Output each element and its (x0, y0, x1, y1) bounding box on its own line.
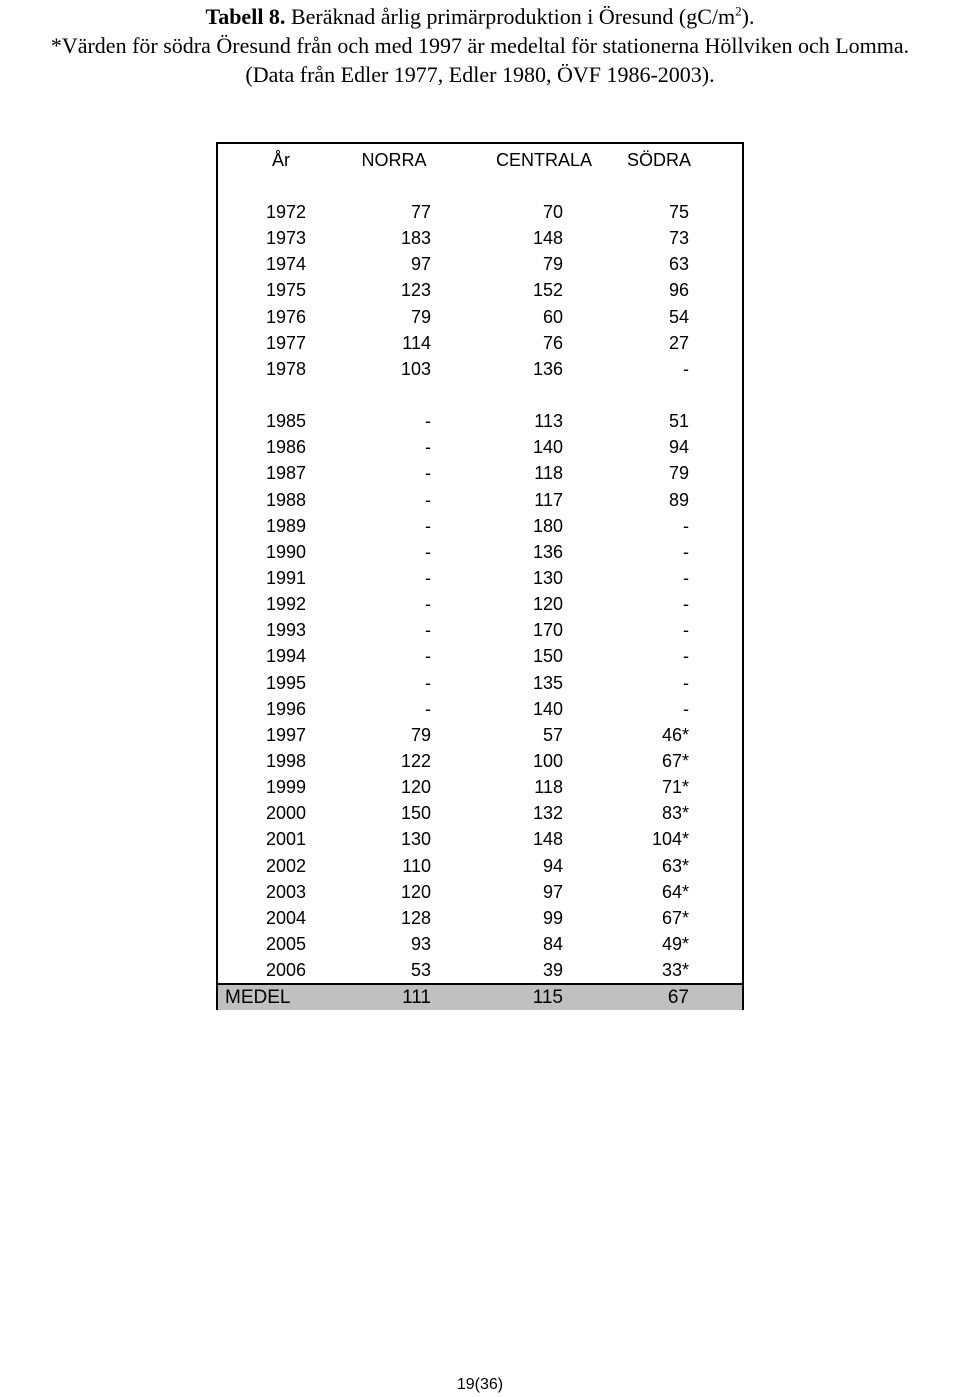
table-row (218, 277, 742, 303)
cell-norra: - (425, 411, 431, 432)
cell-norra: 79 (410, 306, 431, 327)
cell-year: 1998 (265, 751, 306, 771)
cell-year: 2002 (265, 855, 306, 876)
cell-centrala: 94 (542, 855, 563, 876)
header-norra: NORRA (361, 150, 427, 170)
cell-year: 1976 (265, 306, 306, 327)
table-title-end: ). (741, 4, 755, 29)
cell-centrala: 148 (532, 829, 563, 850)
data-table (216, 142, 744, 1010)
table-row (218, 643, 742, 669)
table-row (218, 931, 742, 957)
cell-year: 1978 (265, 358, 306, 379)
cell-sodra: 104* (651, 829, 689, 850)
table-row (218, 330, 742, 356)
table-row (218, 617, 742, 643)
cell-norra: 93 (410, 934, 431, 955)
cell-sodra: - (683, 567, 689, 588)
cell-year: 1994 (265, 646, 306, 667)
cell-sodra: 64* (661, 881, 689, 902)
cell-centrala: 152 (532, 280, 563, 301)
cell-year: 2000 (265, 803, 306, 824)
cell-norra: - (425, 463, 431, 484)
cell-centrala: 140 (532, 437, 563, 458)
cell-norra: 122 (400, 751, 431, 771)
cell-norra: 123 (400, 280, 431, 301)
cell-norra: 150 (400, 803, 431, 824)
cell-norra: - (425, 489, 431, 510)
cell-sodra: 33* (661, 960, 689, 981)
table-row (218, 513, 742, 539)
cell-year: 1973 (265, 228, 306, 249)
cell-sodra: 49* (661, 934, 689, 955)
table-row (218, 434, 742, 460)
cell-year: 1986 (265, 437, 306, 458)
medel-norra: 111 (402, 987, 431, 1008)
cell-centrala: 118 (534, 463, 563, 484)
cell-norra: - (425, 541, 431, 562)
cell-centrala: 136 (532, 358, 563, 379)
cell-norra: 77 (410, 202, 431, 222)
cell-centrala: 136 (532, 541, 563, 562)
cell-centrala: 113 (534, 411, 563, 432)
cell-centrala: 60 (542, 306, 563, 327)
cell-norra: - (425, 672, 431, 693)
cell-norra: 97 (410, 254, 431, 275)
cell-year: 1990 (265, 541, 306, 562)
cell-norra: 114 (402, 332, 431, 353)
cell-centrala: 135 (532, 672, 563, 693)
cell-year: 1988 (265, 489, 306, 510)
cell-sodra: - (683, 620, 689, 641)
cell-sodra: 67* (661, 751, 689, 771)
table-row (218, 225, 742, 251)
cell-sodra: 94 (668, 437, 689, 458)
cell-year: 2003 (265, 881, 306, 902)
cell-sodra: 79 (668, 463, 689, 484)
table-row (218, 774, 742, 800)
cell-sodra: - (683, 358, 689, 379)
cell-centrala: 118 (534, 777, 563, 798)
cell-year: 2006 (265, 960, 306, 981)
cell-year: 2004 (265, 907, 306, 928)
cell-sodra: 71* (661, 777, 689, 798)
cell-norra: 130 (400, 829, 431, 850)
table-row (218, 304, 742, 330)
cell-centrala: 148 (532, 228, 563, 249)
table-row (218, 670, 742, 696)
medel-sodra: 67 (667, 987, 689, 1008)
medel-label: MEDEL (225, 987, 291, 1008)
cell-norra: - (425, 698, 431, 719)
header-year: År (272, 150, 290, 170)
table-row (218, 748, 742, 774)
table-row (218, 591, 742, 617)
table-caption-line-3: (Data från Edler 1977, Edler 1980, ÖVF 1986-2003). (245, 62, 715, 87)
cell-centrala: 39 (542, 960, 563, 981)
table-row (218, 460, 742, 486)
cell-norra: 120 (400, 881, 431, 902)
cell-norra: - (425, 646, 431, 667)
cell-sodra: 89 (668, 489, 689, 510)
cell-norra: 110 (402, 855, 431, 876)
table-row (218, 487, 742, 513)
cell-sodra: - (683, 594, 689, 615)
cell-year: 2005 (265, 934, 306, 955)
table-row (218, 905, 742, 931)
table-row (218, 722, 742, 748)
cell-centrala: 99 (542, 907, 563, 928)
cell-sodra: 63* (661, 855, 689, 876)
table-caption-line-2: *Värden för södra Öresund från och med 1997 är medeltal för stationerna Höllviken och Lomma. (50, 33, 910, 58)
cell-norra: - (425, 567, 431, 588)
cell-norra: - (425, 437, 431, 458)
cell-sodra: 96 (668, 280, 689, 301)
cell-sodra: 67* (661, 907, 689, 928)
cell-sodra: 51 (668, 411, 689, 432)
cell-year: 1974 (265, 254, 306, 275)
header-centrala: CENTRALA (495, 150, 593, 170)
cell-sodra: 83* (661, 803, 689, 824)
table-row (218, 539, 742, 565)
page-number: 19(36) (456, 1376, 504, 1393)
cell-sodra: 73 (668, 228, 689, 249)
cell-year: 1975 (265, 280, 306, 301)
cell-norra: 53 (410, 960, 431, 981)
cell-centrala: 100 (532, 751, 563, 771)
cell-norra: - (425, 620, 431, 641)
cell-norra: 103 (400, 358, 431, 379)
table-row (218, 408, 742, 434)
cell-year: 1993 (265, 620, 306, 641)
table-header-row (218, 147, 742, 173)
cell-centrala: 120 (532, 594, 563, 615)
cell-year: 1995 (265, 672, 306, 693)
table-row (218, 696, 742, 722)
cell-centrala: 117 (534, 489, 563, 510)
table-row (218, 251, 742, 277)
cell-year: 1992 (265, 594, 306, 615)
cell-sodra: 27 (668, 332, 689, 353)
cell-norra: 79 (410, 724, 431, 745)
cell-sodra: - (683, 646, 689, 667)
table-row (218, 957, 742, 983)
cell-year: 1991 (265, 567, 306, 588)
table-caption-line-1 (0, 4, 960, 30)
cell-sodra: - (683, 515, 689, 536)
cell-centrala: 140 (532, 698, 563, 719)
table-row (218, 565, 742, 591)
cell-centrala: 57 (542, 724, 563, 745)
table-row (218, 879, 742, 905)
cell-sodra: 63 (668, 254, 689, 275)
cell-centrala: 79 (542, 254, 563, 275)
cell-norra: 120 (400, 777, 431, 798)
medel-row (218, 983, 742, 1010)
cell-centrala: 76 (542, 332, 563, 353)
table-row (218, 356, 742, 382)
medel-centrala: 115 (532, 987, 563, 1008)
cell-centrala: 150 (532, 646, 563, 667)
unit-exponent: 2 (735, 3, 742, 19)
cell-year: 1985 (265, 411, 306, 432)
table-row (218, 800, 742, 826)
cell-sodra: - (683, 672, 689, 693)
cell-norra: - (425, 594, 431, 615)
cell-year: 1989 (265, 515, 306, 536)
cell-year: 2001 (265, 829, 306, 850)
cell-sodra: 46* (661, 724, 689, 745)
cell-year: 1997 (265, 724, 306, 745)
table-row (218, 199, 742, 225)
table-label: Tabell 8. (205, 4, 286, 29)
cell-centrala: 132 (532, 803, 563, 824)
table-row (218, 853, 742, 879)
cell-norra: - (425, 515, 431, 536)
cell-year: 1999 (265, 777, 306, 798)
table-row (218, 826, 742, 852)
cell-sodra: - (683, 541, 689, 562)
cell-year: 1996 (265, 698, 306, 719)
cell-norra: 183 (400, 228, 431, 249)
cell-norra: 128 (400, 907, 431, 928)
cell-sodra: 75 (668, 202, 689, 222)
cell-centrala: 84 (542, 934, 563, 955)
cell-centrala: 130 (532, 567, 563, 588)
cell-centrala: 180 (532, 515, 563, 536)
cell-centrala: 170 (532, 620, 563, 641)
cell-sodra: - (683, 698, 689, 719)
cell-year: 1972 (265, 202, 306, 222)
table-title: Beräknad årlig primärproduktion i Öresund (gC/m (285, 4, 736, 29)
cell-centrala: 70 (542, 202, 563, 222)
cell-centrala: 97 (542, 881, 563, 902)
cell-year: 1977 (265, 332, 306, 353)
cell-year: 1987 (265, 463, 306, 484)
header-sodra: SÖDRA (626, 150, 692, 170)
cell-sodra: 54 (668, 306, 689, 327)
